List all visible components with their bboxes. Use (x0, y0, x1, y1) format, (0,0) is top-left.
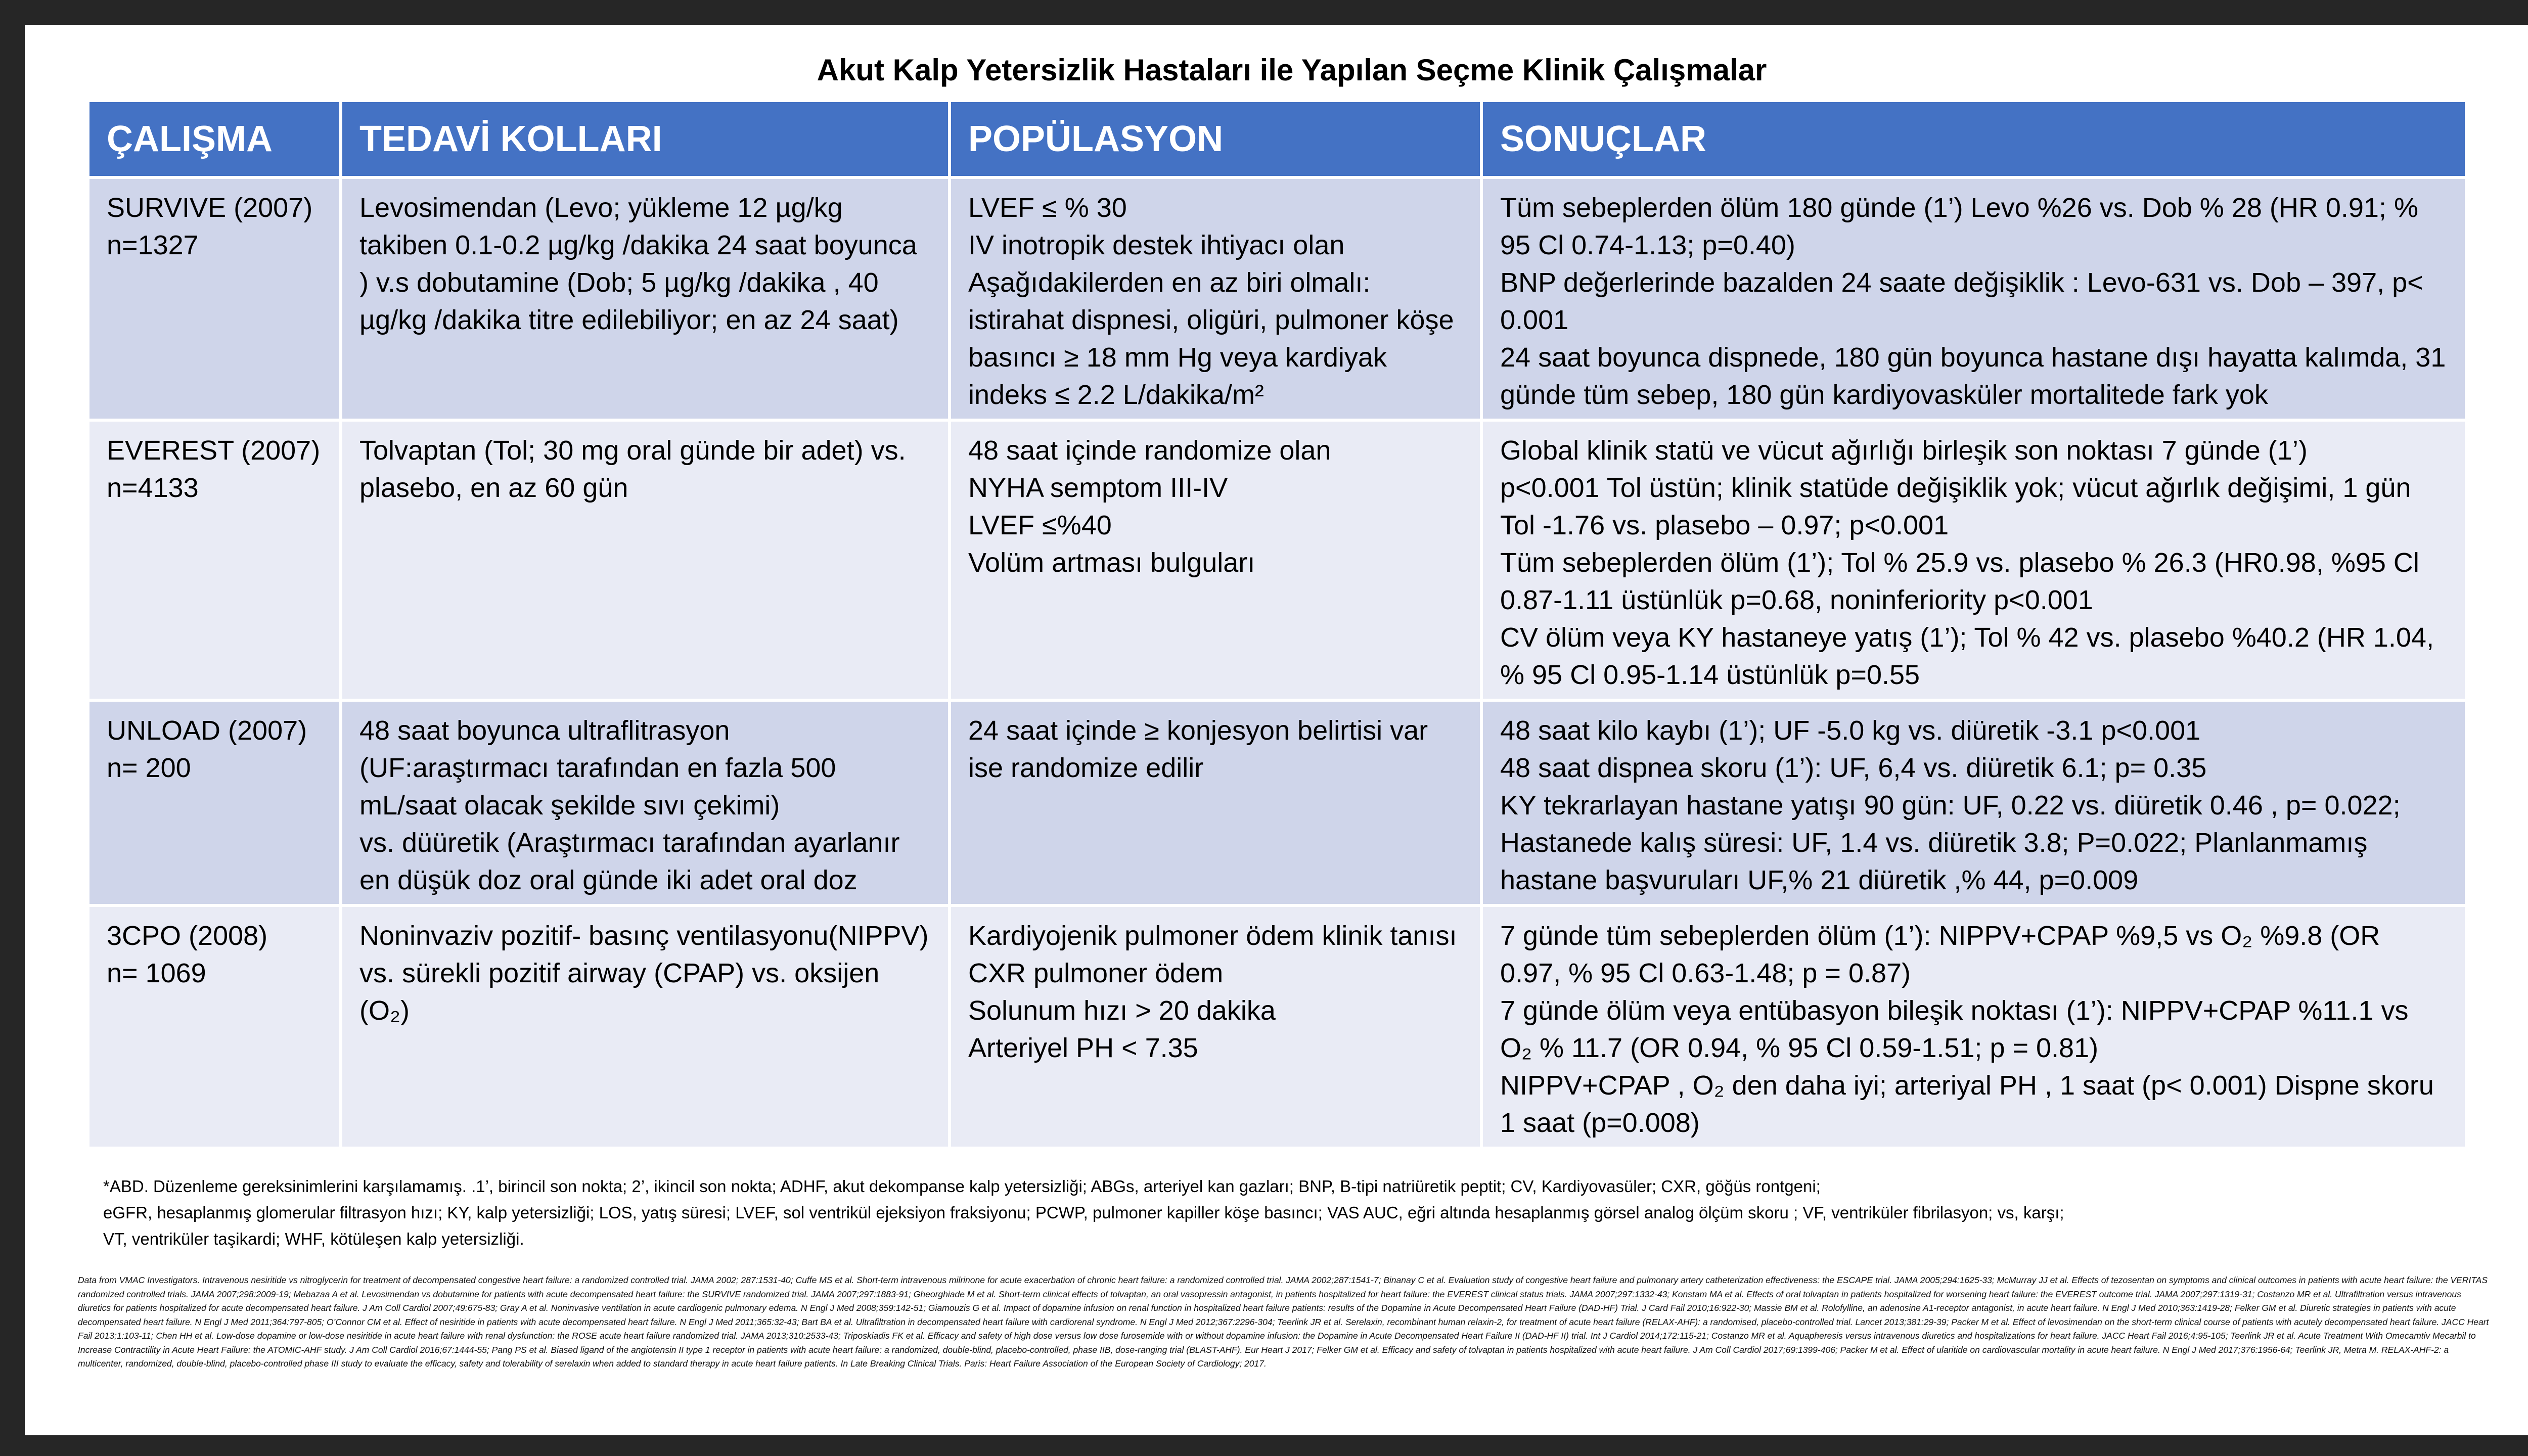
population-cell (951, 702, 1483, 907)
population-cell (951, 907, 1483, 1150)
study-n: n= 200 (107, 753, 191, 783)
result-item: BNP değerlerinde bazalden 24 saate değişiklik : Levo-631 vs. Dob – 397, p< 0.001 (1500, 267, 2423, 335)
result-item: 24 saat boyunca dispnede, 180 gün boyunca hastane dışı hayatta kalımda, 31 günde tüm sebep, 180 gün kardiyovasküler mortalitede fark yok (1500, 342, 2446, 410)
study-cell (89, 702, 342, 907)
results-cell (1483, 422, 2465, 702)
study-name: SURVIVE (2007) (107, 193, 313, 223)
table-row (89, 907, 2465, 1150)
table-row (89, 422, 2465, 702)
treatment-text: Noninvaziv pozitif- basınç ventilasyonu(NIPPV) vs. sürekli pozitif airway (CPAP) vs. oksijen (O₂) (359, 921, 929, 1026)
population-item: Solunum hızı > 20 dakika (968, 995, 1276, 1026)
population-cell (951, 179, 1483, 422)
study-cell (89, 422, 342, 702)
slide (25, 25, 2528, 1435)
header-treatment: TEDAVİ KOLLARI (342, 102, 951, 179)
study-n: n=4133 (107, 473, 199, 503)
population-item: 24 saat içinde ≥ konjesyon belirtisi var ise randomize edilir (968, 715, 1428, 783)
result-item: 48 saat dispnea skoru (1’): UF, 6,4 vs. diüretik 6.1; p= 0.35 (1500, 753, 2207, 783)
result-item: Tüm sebeplerden ölüm 180 günde (1’) Levo %26 vs. Dob % 28 (HR 0.91; % 95 Cl 0.74-1.13; p=0.40) (1500, 193, 2418, 260)
result-item: 48 saat kilo kaybı (1’); UF -5.0 kg vs. diüretik -3.1 p<0.001 (1500, 715, 2201, 746)
population-item: LVEF ≤%40 (968, 510, 1112, 540)
result-item: KY tekrarlayan hastane yatışı 90 gün: UF, 0.22 vs. diüretik 0.46 , p= 0.022; Hastanede kalış süresi: UF, 1.4 vs. diüretik 3.8; P=0.022; Planlanmamış hastane başvuruları UF,% 21 diüretik ,% 44, p=0.009 (1500, 790, 2401, 895)
results-cell (1483, 179, 2465, 422)
abbreviations-line: VT, ventriküler taşikardi; WHF, kötüleşen kalp yetersizliği. (103, 1230, 524, 1248)
treatment-text: vs. düüretik (Araştırmacı tarafından ayarlanır en düşük doz oral günde iki adet oral doz (359, 828, 900, 895)
result-item: NIPPV+CPAP , O₂ den daha iyi; arteriyal PH , 1 saat (p< 0.001) Dispne skoru 1 saat (p=0.008) (1500, 1070, 2434, 1138)
study-name: UNLOAD (2007) (107, 715, 307, 746)
population-item: CXR pulmoner ödem (968, 958, 1224, 988)
population-item: 48 saat içinde randomize olan (968, 435, 1331, 466)
treatment-text: (UF:araştırmacı tarafından en fazla 500 mL/saat olacak şekilde sıvı çekimi) (359, 753, 836, 821)
treatment-text: Tolvaptan (Tol; 30 mg oral günde bir adet) vs. plasebo, en az 60 gün (359, 435, 906, 503)
population-item: Volüm artması bulguları (968, 548, 1255, 578)
abbreviations-footnote (103, 1173, 2479, 1252)
population-cell (951, 422, 1483, 702)
treatment-cell (342, 702, 951, 907)
header-population: POPÜLASYON (951, 102, 1483, 179)
abbreviations-line: eGFR, hesaplanmış glomerular filtrasyon hızı; KY, kalp yetersizliği; LOS, yatış süresi; LVEF, sol ventrikül ejeksiyon fraksiyonu; PCWP, pulmoner kapiller köşe basıncı; VAS AUC, eğri altında hesaplanmış görsel analog ölçüm skoru ; VF, ventriküler fibrilasyon; vs, karşı; (103, 1203, 2064, 1222)
result-item: CV ölüm veya KY hastaneye yatış (1’); Tol % 42 vs. plasebo %40.2 (HR 1.04, % 95 Cl 0.95-1.14 üstünlük p=0.55 (1500, 622, 2434, 690)
header-study: ÇALIŞMA (89, 102, 342, 179)
study-n: n= 1069 (107, 958, 206, 988)
results-cell (1483, 702, 2465, 907)
results-cell (1483, 907, 2465, 1150)
population-item: Aşağıdakilerden en az biri olmalı: istirahat dispnesi, oligüri, pulmoner köşe basıncı ≥ 18 mm Hg veya kardiyak indeks ≤ 2.2 L/dakika/m² (968, 267, 1454, 410)
header-results: SONUÇLAR (1483, 102, 2465, 179)
abbreviations-line: *ABD. Düzenleme gereksinimlerini karşılamamış. .1’, birincil son nokta; 2’, ikincil son nokta; ADHF, akut dekompanse kalp yetersizliği; ABGs, arteriyel kan gazları; BNP, B-tipi natriüretik peptit; CV, Kardiyovasüler; CXR, göğüs rontgeni; (103, 1177, 1821, 1196)
population-item: IV inotropik destek ihtiyacı olan (968, 230, 1345, 260)
study-cell (89, 907, 342, 1150)
trials-table (89, 102, 2465, 1150)
study-n: n=1327 (107, 230, 199, 260)
result-item: p<0.001 Tol üstün; klinik statüde değişiklik yok; vücut ağırlık değişimi, 1 gün Tol -1.76 vs. plasebo – 0.97; p<0.001 (1500, 473, 2411, 540)
result-item: 7 günde ölüm veya entübasyon bileşik noktası (1’): NIPPV+CPAP %11.1 vs O₂ % 11.7 (OR 0.94, % 95 Cl 0.59-1.51; p = 0.81) (1500, 995, 2409, 1063)
treatment-cell (342, 422, 951, 702)
treatment-cell (342, 179, 951, 422)
slide-title: Akut Kalp Yetersizlik Hastaları ile Yapılan Seçme Klinik Çalışmalar (817, 53, 1767, 87)
references-footnote: Data from VMAC Investigators. Intravenous nesiritide vs nitroglycerin for treatment of decompensated congestive heart failure: a randomized controlled trial. JAMA 2002; 287:1531-40; Cuffe MS et al. Short-term intravenous milrinone for acute exacerbation of chronic heart failure: a randomized controlled trial. JAMA 2002;287:1541-7; Binanay C et al. Evaluation study of congestive heart failure and pulmonary artery catheterization effectiveness: the ESCAPE trial. JAMA 2005;294:1625-33; McMurray JJ et al. Effects of tezosentan on symptoms and clinical outcomes in patients with acute heart failure: the VERITAS randomized controlled trials. JAMA 2007;298:2009-19; Mebazaa A et al. Levosimendan vs dobutamine for patients with acute decompensated heart failure: the SURVIVE randomized trial. JAMA 2007;297:1883-91; Gheorghiade M et al. Short-term clinical effects of tolvaptan, an oral vasopressin antagonist, in patients hospitalized for heart failure: the EVEREST clinical status trials. JAMA 2007;297:1332-43; Konstam MA et al. Effects of oral tolvaptan in patients hospitalized for worsening heart failure: the EVEREST outcome trial. JAMA 2007;297:1319-31; Costanzo MR et al. Ultrafiltration versus intravenous diuretics for patients hospitalized for acute decompensated heart failure. J Am Coll Cardiol 2007;49:675-83; Gray A et al. Noninvasive ventilation in acute cardiogenic pulmonary edema. N Engl J Med 2008;359:142-51; Giamouzis G et al. Impact of dopamine infusion on renal function in hospitalized heart failure patients: results of the Dopamine in Acute Decompensated Heart Failure (DAD-HF) Trial. J Card Fail 2010;16:922-30; Massie BM et al. Rolofylline, an adenosine A1-receptor antagonist, in acute heart failure. N Engl J Med 2010;363:1419-28; Felker GM et al. Diuretic strategies in patients with acute decompensated heart failure. N Engl J Med 2011;364:797-805; O’Connor CM et al. Effect of nesiritide in patients with acute decompensated heart failure. N Engl J Med 2011;365:32-43; Bart BA et al. Ultrafiltration in decompensated heart failure with cardiorenal syndrome. N Engl J Med 2012;367:2296-304; Teerlink JR et al. Serelaxin, recombinant human relaxin-2, for treatment of acute heart failure (RELAX-AHF): a randomised, placebo-controlled trial. Lancet 2013;381:29-39; Packer M et al. Effect of levosimendan on the short-term clinical course of patients with acutely decompensated heart failure. JACC Heart Fail 2013;1:103-11; Chen HH et al. Low-dose dopamine or low-dose nesiritide in acute heart failure with renal dysfunction: the ROSE acute heart failure randomized trial. JAMA 2013;310:2533-43; Triposkiadis FK et al. Efficacy and safety of high dose versus low dose furosemide with or without dopamine infusion: the Dopamine in Acute Decompensated Heart Failure II (DAD-HF II) trial. Int J Cardiol 2014;172:115-21; Costanzo MR et al. Aquapheresis versus intravenous diuretics and hospitalizations for heart failure. JACC Heart Fail 2016;4:95-105; Teerlink JR et al. Acute Treatment With Omecamtiv Mecarbil to Increase Contractility in Acute Heart Failure: the ATOMIC-AHF study. J Am Coll Cardiol 2016;67:1444-55; Pang PS et al. Biased ligand of the angiotensin II type 1 receptor in patients with acute heart failure: a randomized, double-blind, placebo-controlled, phase IIB, dose-ranging trial (BLAST-AHF). Eur Heart J 2017; Felker GM et al. Efficacy and safety of tolvaptan in patients hospitalized with acute heart failure. J Am Coll Cardiol 2017;69:1399-406; Packer M et al. Effect of ularitide on cardiovascular mortality in acute heart failure. N Engl J Med 2017;376:1956-64; Teerlink JR, Metra M. RELAX-AHF-2: a multicenter, randomized, double-blind, placebo-controlled phase III study to evaluate the efficacy, safety and tolerability of serelaxin when added to standard therapy in acute heart failure patients. In Late Breaking Clinical Trials. Paris: Heart Failure Association of the European Society of Cardiology; 2017. (78, 1275, 2489, 1369)
population-item: LVEF ≤ % 30 (968, 193, 1127, 223)
result-item: Tüm sebeplerden ölüm (1’); Tol % 25.9 vs. plasebo % 26.3 (HR0.98, %95 Cl 0.87-1.11 üstünlük p=0.68, noninferiority p<0.001 (1500, 548, 2419, 615)
study-name: EVEREST (2007) (107, 435, 321, 466)
table-row (89, 702, 2465, 907)
population-item: NYHA semptom III-IV (968, 473, 1228, 503)
table-row (89, 179, 2465, 422)
table-header-row (89, 102, 2465, 179)
study-name: 3CPO (2008) (107, 921, 268, 951)
population-item: Arteriyel PH < 7.35 (968, 1033, 1198, 1063)
treatment-text: 48 saat boyunca ultraflitrasyon (359, 715, 730, 746)
study-cell (89, 179, 342, 422)
treatment-text: Levosimendan (Levo; yükleme 12 µg/kg takiben 0.1-0.2 µg/kg /dakika 24 saat boyunca ) v.s dobutamine (Dob; 5 µg/kg /dakika , 40 µg/kg /dakika titre edilebiliyor; en az 24 saat) (359, 193, 917, 335)
result-item: Global klinik statü ve vücut ağırlığı birleşik son noktası 7 günde (1’) (1500, 435, 2308, 466)
population-item: Kardiyojenik pulmoner ödem klinik tanısı (968, 921, 1457, 951)
treatment-cell (342, 907, 951, 1150)
result-item: 7 günde tüm sebeplerden ölüm (1’): NIPPV+CPAP %9,5 vs O₂ %9.8 (OR 0.97, % 95 Cl 0.63-1.48; p = 0.87) (1500, 921, 2380, 988)
